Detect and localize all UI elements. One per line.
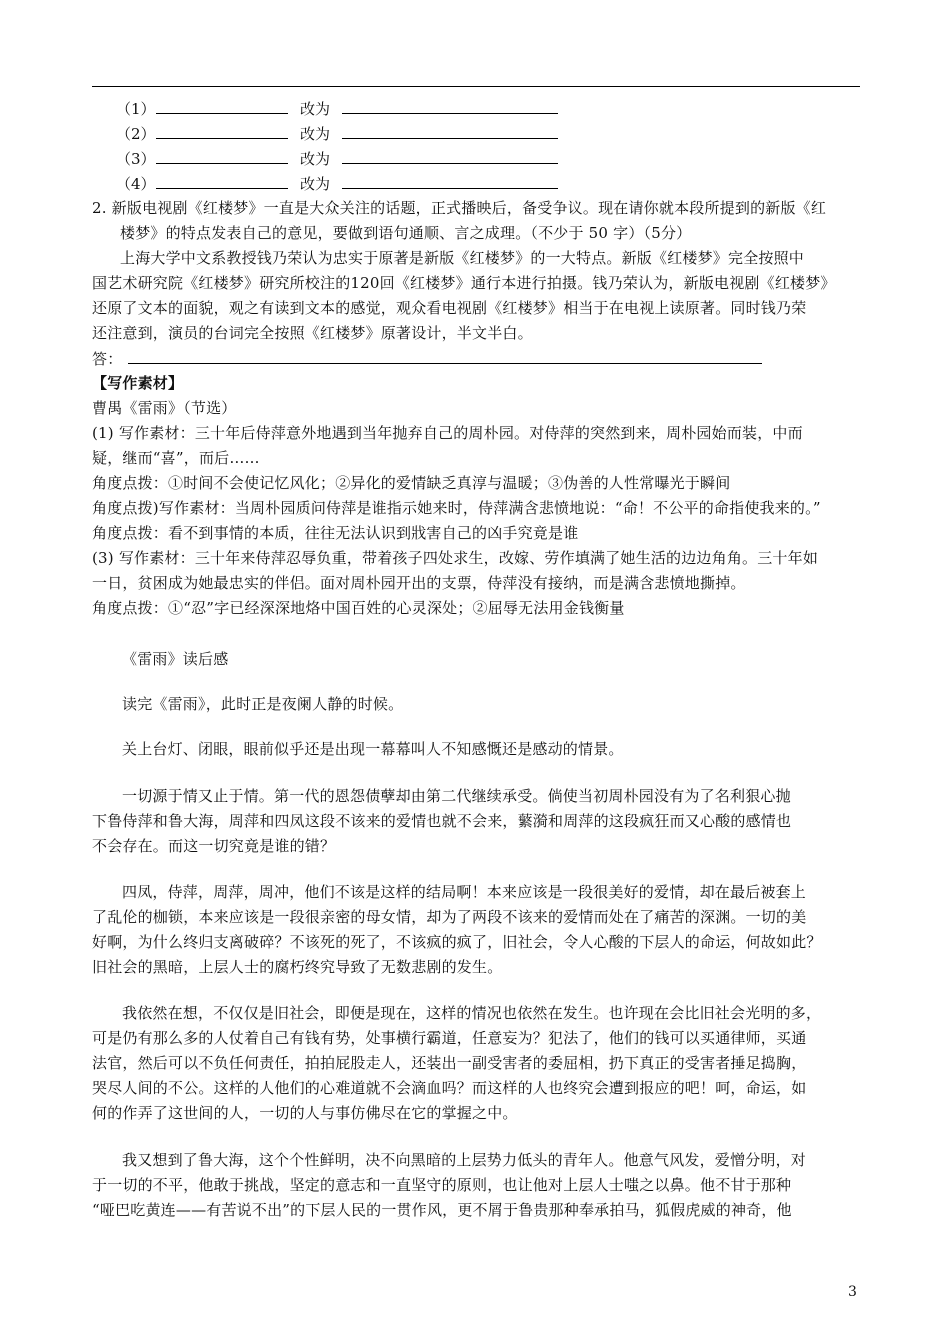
top-rule — [92, 86, 860, 87]
change-to-label: 改为 — [300, 125, 331, 143]
blank-row-3 — [116, 146, 558, 172]
correction-blank — [342, 121, 558, 139]
blank-row-2 — [116, 121, 558, 147]
q2-passage-line: 上海大学中文系教授钱乃荣认为忠实于原著是新版《红楼梦》的一大特点。新版《红楼梦》完全按照中 — [120, 249, 805, 267]
essay-p4-line: 好啊，为什么终归支离破碎？不该死的死了，不该疯的疯了，旧社会，令人心酸的下层人的命运，何故如此？ — [92, 933, 822, 951]
blank-number: （2） — [116, 125, 156, 143]
essay-p3-line: 下鲁侍萍和鲁大海，周萍和四凤这段不该来的爱情也就不会来，蘩漪和周萍的这段疯狂而又心酸的感情也 — [92, 812, 792, 830]
q2-passage-line: 还原了文本的面貌，观之有读到文本的感觉，观众看电视剧《红楼梦》相当于在电视上读原著。同时钱乃荣 — [92, 299, 807, 317]
angle-hint-1: 角度点拨：①时间不会使记忆风化；②异化的爱情缺乏真淳与温暖；③伪善的人性常曝光于瞬间 — [92, 474, 731, 492]
essay-p4-line: 了乱伦的枷锁，本来应该是一段很亲密的母女情，却为了两段不该来的爱情而处在了痛苦的深渊。一切的美 — [92, 908, 807, 926]
essay-p3-line: 一切源于情又止于情。第一代的恩怨债孽却由第二代继续承受。倘使当初周朴园没有为了名利狠心抛 — [122, 787, 791, 805]
answer-label: 答： — [92, 350, 123, 368]
change-to-label: 改为 — [300, 175, 331, 193]
essay-p6-line: “哑巴吃黄连——有苦说不出”的下层人民的一贯作风，更不屑于鲁贵那种奉承拍马，狐假虎威的神奇，他 — [92, 1201, 792, 1219]
q2-passage-line: 国艺术研究院《红楼梦》研究所校注的120回《红楼梦》通行本进行拍摄。钱乃荣认为，新版电视剧《红楼梦》 — [92, 274, 836, 292]
blank-number: （3） — [116, 150, 156, 168]
original-blank — [156, 171, 288, 189]
blank-number: （4） — [116, 175, 156, 193]
material-1-line: 疑，继而“喜”，而后…… — [92, 449, 260, 467]
writing-source: 曹禺《雷雨》（节选） — [92, 399, 237, 417]
material-2-line: 角度点拨)写作素材：当周朴园质问侍萍是谁指示她来时，侍萍满含悲愤地说：“命！不公平的命指使我来的。” — [92, 499, 821, 517]
blank-row-4 — [116, 171, 558, 197]
page-number: 3 — [848, 1284, 857, 1300]
angle-hint-3: 角度点拨：①“忍”字已经深深地烙中国百姓的心灵深处；②屈辱无法用金钱衡量 — [92, 599, 625, 617]
essay-p5-line: 法官，然后可以不负任何责任，拍拍屁股走人，还装出一副受害者的委屈相，扔下真正的受害者捶足捣胸， — [92, 1054, 807, 1072]
essay-p6-line: 于一切的不平，他敢于挑战，坚定的意志和一直坚守的原则，也让他对上层人士嗤之以鼻。他不甘于那种 — [92, 1176, 792, 1194]
essay-p6-line: 我又想到了鲁大海，这个个性鲜明，决不向黑暗的上层势力低头的青年人。他意气风发，爱憎分明，对 — [122, 1151, 807, 1169]
correction-blank — [342, 146, 558, 164]
material-1-line: (1) 写作素材：三十年后侍萍意外地遇到当年抛弃自己的周朴园。对侍萍的突然到来，周朴园始而装，中而 — [92, 424, 803, 442]
original-blank — [156, 121, 288, 139]
original-blank — [156, 146, 288, 164]
answer-blank — [128, 346, 762, 364]
material-3-line: 一日，贫困成为她最忠实的伴侣。面对周朴园开出的支票，侍萍没有接纳，而是满含悲愤地撕掉。 — [92, 574, 746, 592]
correction-blank — [342, 171, 558, 189]
essay-paragraph-2: 关上台灯、闭眼，眼前似乎还是出现一幕幕叫人不知感慨还是感动的情景。 — [122, 740, 624, 758]
essay-p5-line: 我依然在想，不仅仅是旧社会，即便是现在，这样的情况也依然在发生。也许现在会比旧社会光明的多， — [122, 1004, 822, 1022]
material-3-line: (3) 写作素材：三十年来侍萍忍辱负重，带着孩子四处求生，改嫁、劳作填满了她生活的边边角角。三十年如 — [92, 549, 819, 567]
essay-p5-line: 何的作弄了这世间的人，一切的人与事仿佛尽在它的掌握之中。 — [92, 1104, 518, 1122]
blank-number: （1） — [116, 100, 156, 118]
writing-heading: 【写作素材】 — [92, 374, 184, 392]
essay-p4-line: 四凤，侍萍，周萍，周冲，他们不该是这样的结局啊！本来应该是一段很美好的爱情，却在最后被套上 — [122, 883, 807, 901]
change-to-label: 改为 — [300, 100, 331, 118]
answer-row — [92, 346, 862, 372]
essay-title: 《雷雨》读后感 — [122, 650, 229, 668]
essay-p4-line: 旧社会的黑暗，上层人士的腐朽终究导致了无数悲剧的发生。 — [92, 958, 503, 976]
q2-prompt-line: 楼梦》的特点发表自己的意见，要做到语句通顺、言之成理。（不少于 50 字）（5分） — [120, 224, 692, 242]
original-blank — [156, 96, 288, 114]
essay-p5-line: 可是仍有那么多的人仗着自己有钱有势，处事横行霸道，任意妄为？犯法了，他们的钱可以买通律师，买通 — [92, 1029, 807, 1047]
q2-prompt-line: 2. 新版电视剧《红楼梦》一直是大众关注的话题，正式播映后，备受争议。现在请你就本段所提到的新版《红 — [92, 199, 827, 217]
correction-blank — [342, 96, 558, 114]
essay-p3-line: 不会存在。而这一切究竟是谁的错？ — [92, 837, 336, 855]
angle-hint-2: 角度点拨：看不到事情的本质，往往无法认识到戕害自己的凶手究竟是谁 — [92, 524, 579, 542]
change-to-label: 改为 — [300, 150, 331, 168]
essay-paragraph-1: 读完《雷雨》，此时正是夜阑人静的时候。 — [122, 695, 404, 713]
essay-p5-line: 哭尽人间的不公。这样的人他们的心难道就不会滴血吗？而这样的人也终究会遭到报应的吧！呵，命运，如 — [92, 1079, 807, 1097]
q2-passage-line: 还注意到，演员的台词完全按照《红楼梦》原著设计，半文半白。 — [92, 324, 533, 342]
blank-row-1 — [116, 96, 558, 122]
